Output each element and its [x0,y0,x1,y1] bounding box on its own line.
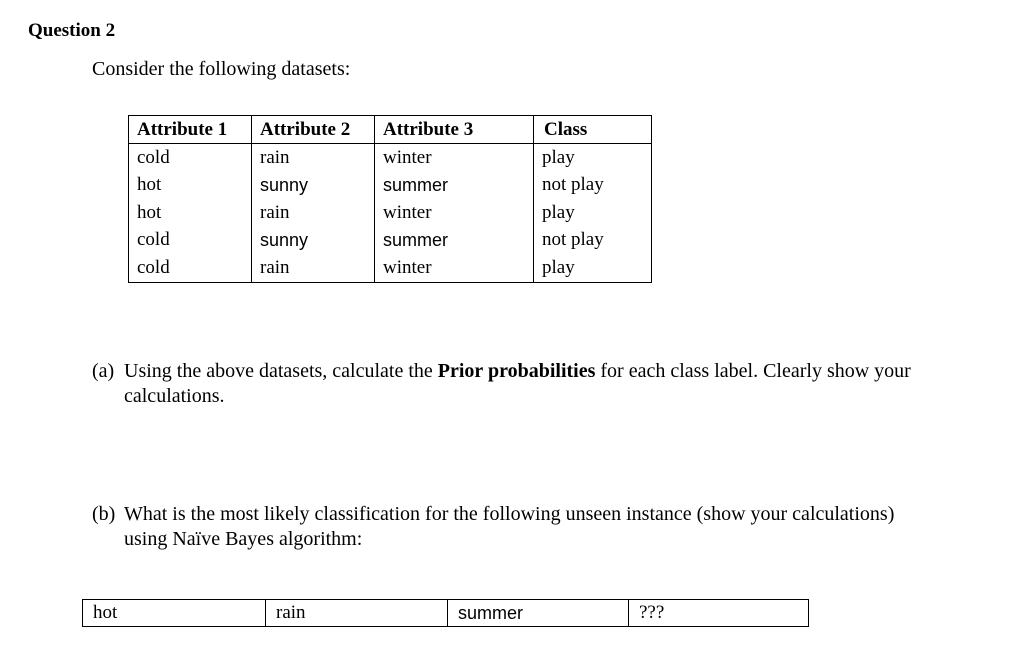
cell-attribute-1: hot [129,172,252,200]
cell-attribute-2: rain [252,144,375,172]
unseen-instance-table [82,599,809,627]
table-row [129,199,652,227]
part-a-bold-term: Prior probabilities [437,360,596,382]
cell-class: play [534,254,652,282]
header-attribute-2: Attribute 2 [252,116,375,144]
table-row [129,144,652,172]
cell-attribute-1: cold [129,254,252,282]
cell-attribute-1: cold [129,227,252,255]
table-row [129,172,652,200]
cell-attribute-2: sunny [252,227,375,255]
intro-text: Consider the following datasets: [92,58,351,80]
cell-class: not play [534,172,652,200]
part-a-label: (a) [92,360,115,382]
cell-attribute-3: summer [375,227,534,255]
cell-attribute-1: hot [129,199,252,227]
question-title: Question 2 [28,20,116,41]
part-b-line-1: What is the most likely classification for the following unseen instance (show your calculations) [124,503,895,525]
part-a [92,359,992,409]
part-b-line-2: using Naïve Bayes algorithm: [124,528,363,550]
cell-attribute-3: summer [375,172,534,200]
part-a-line-2: calculations. [124,385,225,407]
part-b-label: (b) [92,503,116,525]
header-attribute-1: Attribute 1 [129,116,252,144]
cell-class: play [534,199,652,227]
header-class: Class [534,116,652,144]
dataset-table [128,115,652,283]
cell-attribute-2: sunny [252,172,375,200]
header-attribute-3: Attribute 3 [375,116,534,144]
cell-attribute-1: cold [129,144,252,172]
cell-attribute-3: winter [375,144,534,172]
unseen-class: ??? [629,600,809,627]
table-header-row [129,116,652,144]
part-a-text-after: for each class label. Clearly show your [595,360,911,382]
table-row [129,227,652,255]
cell-class: play [534,144,652,172]
cell-attribute-3: winter [375,199,534,227]
part-b [92,502,992,552]
unseen-attribute-2: rain [266,600,448,627]
unseen-attribute-3: summer [448,600,629,627]
cell-class: not play [534,227,652,255]
cell-attribute-3: winter [375,254,534,282]
unseen-attribute-1: hot [83,600,266,627]
part-a-text-before: Using the above datasets, calculate the [124,360,438,382]
unseen-instance-row [83,600,809,627]
cell-attribute-2: rain [252,254,375,282]
table-row [129,254,652,282]
cell-attribute-2: rain [252,199,375,227]
